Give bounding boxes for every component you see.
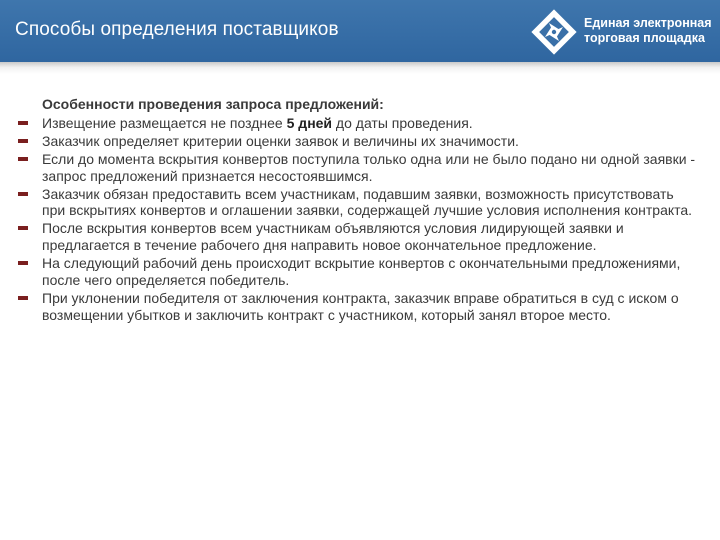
page-title: Способы определения поставщиков <box>15 19 339 40</box>
list-item-text: Если до момента вскрытия конвертов поступила только одна или не было подано ни одной заявки - запрос предложений признается несостоявшимся. <box>42 150 696 184</box>
bullet-marker-icon <box>18 261 28 265</box>
logo-text <box>584 16 712 46</box>
list-item <box>18 186 698 220</box>
list-item <box>18 290 698 324</box>
list-item-text: При уклонении победителя от заключения контракта, заказчик вправе обратиться в суд с иском о возмещении убытков и заключить контракт с участником, который занял второе место. <box>42 289 679 323</box>
bullet-marker-icon <box>18 157 28 161</box>
list-item <box>18 220 698 254</box>
slide-content <box>18 96 698 325</box>
bullet-list <box>18 115 698 324</box>
header-bar <box>0 0 720 62</box>
list-item-text: На следующий рабочий день происходит вскрытие конвертов с окончательными предложениями, после чего определяется победитель. <box>42 255 681 288</box>
list-item <box>18 133 698 150</box>
logo-line-1: Единая электронная <box>584 16 712 30</box>
list-item-text: После вскрытия конвертов всем участникам объявляются условия лидирующей заявки и предлагается в течение рабочего дня направить новое окончательное предложение. <box>42 220 624 254</box>
company-logo-icon <box>528 9 580 55</box>
list-item-text-post: до даты проведения. <box>332 114 473 131</box>
bullet-marker-icon <box>18 121 28 125</box>
list-item <box>18 255 698 289</box>
list-item <box>18 115 698 132</box>
bullet-marker-icon <box>18 296 28 300</box>
bullet-marker-icon <box>18 226 28 230</box>
list-item <box>18 151 698 185</box>
bullet-marker-icon <box>18 192 28 196</box>
list-item-text: Заказчик обязан предоставить всем участникам, подавшим заявки, возможность присутствовать при вскрытиях конвертов и оглашении заявки, содержащей лучшие условия исполнения контракта. <box>42 185 693 219</box>
bullet-marker-icon <box>18 139 28 143</box>
logo-line-2: торговая площадка <box>584 31 705 45</box>
list-item-text-pre: Извещение размещается не позднее <box>42 114 287 131</box>
list-item-text: Заказчик определяет критерии оценки заявок и величины их значимости. <box>42 132 519 149</box>
header-shadow <box>0 62 720 74</box>
section-heading: Особенности проведения запроса предложений: <box>42 96 384 112</box>
list-item-text-bold: 5 дней <box>286 114 333 131</box>
